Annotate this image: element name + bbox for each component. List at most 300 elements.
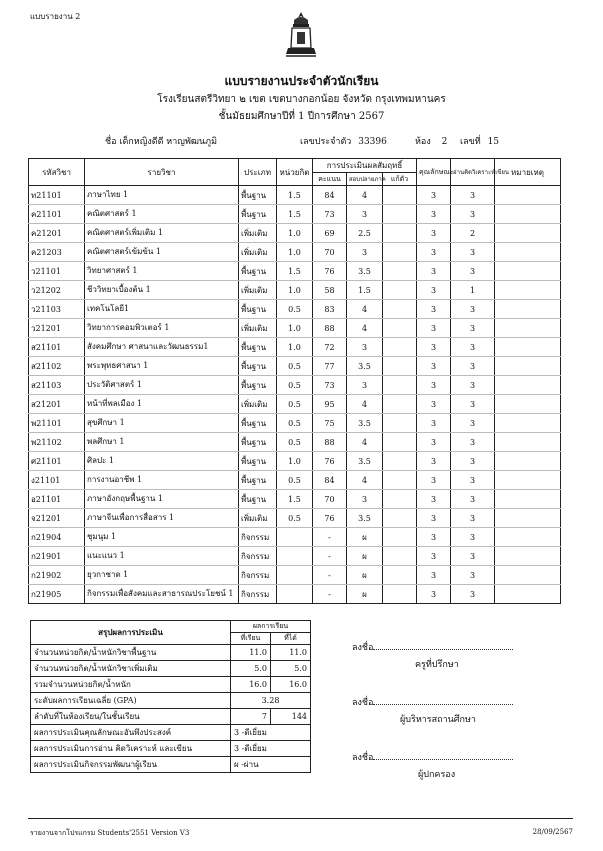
- summary-value: 16.0: [231, 677, 271, 693]
- row-type: พื้นฐาน: [239, 338, 277, 357]
- row-score: 73: [313, 376, 347, 395]
- row-type: พื้นฐาน: [239, 205, 277, 224]
- row-type: เพิ่มเติม: [239, 281, 277, 300]
- gpa-label: ระดับผลการเรียนเฉลี่ย (GPA): [31, 693, 231, 709]
- table-row: [29, 452, 561, 471]
- row-desirable: 3: [417, 452, 451, 471]
- rank-room-value: 7: [231, 709, 271, 725]
- row-code: จ21201: [29, 509, 85, 528]
- row-remark: [495, 243, 561, 262]
- row-score: 77: [313, 357, 347, 376]
- row-remark: [495, 319, 561, 338]
- row-desirable: 3: [417, 300, 451, 319]
- grade-rows: [29, 186, 561, 604]
- rank-label: ลำดับที่ในห้องเรียน/ในชั้นเรียน: [31, 709, 231, 725]
- row-desirable: 3: [417, 433, 451, 452]
- row-subject: สังคมศึกษา ศาสนาและวัฒนธรรม1: [85, 338, 239, 357]
- row-type: กิจกรรม: [239, 585, 277, 604]
- row-code: ว21101: [29, 262, 85, 281]
- table-row: [29, 357, 561, 376]
- row-code: ศ21101: [29, 452, 85, 471]
- row-score: 75: [313, 414, 347, 433]
- header-subject: รายวิชา: [85, 159, 239, 186]
- row-reading: 3: [451, 528, 495, 547]
- summary-col-earned: ที่ได้: [271, 633, 311, 645]
- signature-line: [373, 640, 513, 650]
- row-retake: [383, 186, 417, 205]
- table-row: [29, 566, 561, 585]
- row-score: -: [313, 585, 347, 604]
- footer-divider: [28, 818, 573, 819]
- header-reading: อ่านคิดวิเคราะห์เขียน: [451, 159, 495, 186]
- row-reading: 3: [451, 319, 495, 338]
- row-credit: [277, 585, 313, 604]
- row-subject: ภาษาอังกฤษพื้นฐาน 1: [85, 490, 239, 509]
- activity-value: ผ -ผ่าน: [231, 757, 311, 773]
- table-row: [29, 509, 561, 528]
- director-title: ผู้บริหารสถานศึกษา: [400, 715, 476, 725]
- summary-label: รวมจำนวนหน่วยกิต/น้ำหนัก: [31, 677, 231, 693]
- row-subject: เทคโนโลยี1: [85, 300, 239, 319]
- row-code: ง21101: [29, 471, 85, 490]
- row-credit: [277, 566, 313, 585]
- row-desirable: 3: [417, 414, 451, 433]
- row-desirable: 3: [417, 509, 451, 528]
- row-type: พื้นฐาน: [239, 376, 277, 395]
- row-reading: 3: [451, 300, 495, 319]
- row-type: พื้นฐาน: [239, 433, 277, 452]
- row-subject: คณิตศาสตร์เพิ่มเติม 1: [85, 224, 239, 243]
- row-remark: [495, 376, 561, 395]
- row-desirable: 3: [417, 471, 451, 490]
- row-subject: ศิลปะ 1: [85, 452, 239, 471]
- row-code: ค21201: [29, 224, 85, 243]
- row-desirable: 3: [417, 376, 451, 395]
- row-desirable: 3: [417, 395, 451, 414]
- row-remark: [495, 338, 561, 357]
- row-grade: 4: [347, 319, 383, 338]
- row-desirable: 3: [417, 205, 451, 224]
- row-desirable: 3: [417, 186, 451, 205]
- header-code: รหัสวิชา: [29, 159, 85, 186]
- row-code: ก21901: [29, 547, 85, 566]
- row-code: ค21203: [29, 243, 85, 262]
- row-type: เพิ่มเติม: [239, 509, 277, 528]
- row-credit: 1.5: [277, 490, 313, 509]
- table-row: [29, 262, 561, 281]
- row-score: 58: [313, 281, 347, 300]
- row-type: กิจกรรม: [239, 528, 277, 547]
- row-grade: 4: [347, 186, 383, 205]
- row-grade: 3.5: [347, 262, 383, 281]
- row-score: 76: [313, 262, 347, 281]
- summary-value: 11.0: [271, 645, 311, 661]
- row-reading: 3: [451, 509, 495, 528]
- row-subject: ภาษาจีนเพื่อการสื่อสาร 1: [85, 509, 239, 528]
- row-subject: ชุมนุม 1: [85, 528, 239, 547]
- row-code: ค21101: [29, 205, 85, 224]
- row-subject: พลศึกษา 1: [85, 433, 239, 452]
- sign-label: ลงชื่อ: [352, 643, 374, 653]
- table-row: [29, 585, 561, 604]
- row-retake: [383, 547, 417, 566]
- row-score: 76: [313, 509, 347, 528]
- signature-director: [352, 695, 513, 709]
- school-emblem-icon: [284, 10, 318, 60]
- table-row: [29, 395, 561, 414]
- row-type: พื้นฐาน: [239, 262, 277, 281]
- row-desirable: 3: [417, 281, 451, 300]
- row-grade: 4: [347, 300, 383, 319]
- row-retake: [383, 243, 417, 262]
- row-grade: 4: [347, 433, 383, 452]
- row-retake: [383, 205, 417, 224]
- summary-col-group: ผลการเรียน: [231, 621, 311, 633]
- row-code: ส21102: [29, 357, 85, 376]
- row-reading: 3: [451, 395, 495, 414]
- row-type: เพิ่มเติม: [239, 395, 277, 414]
- row-grade: 3: [347, 205, 383, 224]
- row-remark: [495, 357, 561, 376]
- row-credit: 0.5: [277, 357, 313, 376]
- student-id: [300, 134, 387, 148]
- row-code: ว21103: [29, 300, 85, 319]
- row-remark: [495, 300, 561, 319]
- row-score: -: [313, 547, 347, 566]
- row-desirable: 3: [417, 566, 451, 585]
- row-score: 84: [313, 471, 347, 490]
- row-subject: ประวัติศาสตร์ 1: [85, 376, 239, 395]
- row-subject: กิจกรรมเพื่อสังคมและสาธารณประโยชน์ 1: [85, 585, 239, 604]
- row-subject: วิทยาศาสตร์ 1: [85, 262, 239, 281]
- row-grade: 3.5: [347, 357, 383, 376]
- row-reading: 3: [451, 338, 495, 357]
- table-row: [29, 319, 561, 338]
- row-type: พื้นฐาน: [239, 186, 277, 205]
- row-reading: 3: [451, 452, 495, 471]
- row-credit: 1.5: [277, 205, 313, 224]
- row-credit: 1.0: [277, 281, 313, 300]
- row-score: 84: [313, 186, 347, 205]
- header-credit: หน่วยกิต: [277, 159, 313, 186]
- signature-line: [373, 695, 513, 705]
- row-credit: 1.0: [277, 452, 313, 471]
- row-credit: [277, 528, 313, 547]
- row-retake: [383, 338, 417, 357]
- row-grade: 2.5: [347, 224, 383, 243]
- row-reading: 3: [451, 490, 495, 509]
- school-line: โรงเรียนสตรีวิทยา ๒ เขต เขตบางกอกน้อย จังหวัด กรุงเทพมหานคร: [157, 94, 446, 105]
- table-row: [29, 243, 561, 262]
- activity-label: ผลการประเมินกิจกรรมพัฒนาผู้เรียน: [31, 757, 231, 773]
- header-result-group: การประเมินผลสัมฤทธิ์: [313, 159, 417, 173]
- row-grade: 3.5: [347, 452, 383, 471]
- row-type: พื้นฐาน: [239, 490, 277, 509]
- row-credit: 0.5: [277, 300, 313, 319]
- report-title: แบบรายงานประจำตัวนักเรียน: [224, 74, 379, 88]
- row-code: ก21902: [29, 566, 85, 585]
- row-retake: [383, 414, 417, 433]
- row-reading: 3: [451, 205, 495, 224]
- row-remark: [495, 471, 561, 490]
- row-retake: [383, 300, 417, 319]
- row-credit: 1.0: [277, 224, 313, 243]
- row-reading: 3: [451, 243, 495, 262]
- row-retake: [383, 585, 417, 604]
- row-code: ส21101: [29, 338, 85, 357]
- summary-value: 16.0: [271, 677, 311, 693]
- reading-label: ผลการประเมินการอ่าน คิดวิเคราะห์ และเขียน: [31, 741, 231, 757]
- row-desirable: 3: [417, 224, 451, 243]
- row-credit: 1.5: [277, 262, 313, 281]
- row-reading: 3: [451, 585, 495, 604]
- table-row: [29, 490, 561, 509]
- row-reading: 1: [451, 281, 495, 300]
- row-desirable: 3: [417, 338, 451, 357]
- row-grade: 3: [347, 376, 383, 395]
- table-row: [29, 414, 561, 433]
- row-remark: [495, 262, 561, 281]
- table-row: [29, 471, 561, 490]
- row-type: กิจกรรม: [239, 547, 277, 566]
- student-room: [415, 134, 447, 148]
- form-number: แบบรายงาน 2: [30, 12, 81, 21]
- student-room-value: 2: [441, 137, 448, 147]
- grade-line: ชั้นมัธยมศึกษาปีที่ 1 ปีการศึกษา 2567: [218, 111, 385, 122]
- row-subject: คณิตศาสตร์ 1: [85, 205, 239, 224]
- student-name: [105, 134, 217, 148]
- row-remark: [495, 509, 561, 528]
- row-type: เพิ่มเติม: [239, 243, 277, 262]
- row-remark: [495, 528, 561, 547]
- row-score: 69: [313, 224, 347, 243]
- summary-label: จำนวนหน่วยกิต/น้ำหนักวิชาเพิ่มเติม: [31, 661, 231, 677]
- student-id-label: เลขประจำตัว: [300, 137, 352, 147]
- student-number-value: 15: [487, 137, 500, 147]
- student-id-value: 33396: [358, 137, 387, 147]
- row-retake: [383, 528, 417, 547]
- row-grade: 3: [347, 490, 383, 509]
- student-number: [460, 134, 499, 148]
- row-type: พื้นฐาน: [239, 357, 277, 376]
- row-code: ท21101: [29, 186, 85, 205]
- row-retake: [383, 452, 417, 471]
- row-score: 73: [313, 205, 347, 224]
- row-retake: [383, 509, 417, 528]
- row-type: พื้นฐาน: [239, 300, 277, 319]
- row-subject: พระพุทธศาสนา 1: [85, 357, 239, 376]
- row-score: 70: [313, 243, 347, 262]
- row-remark: [495, 452, 561, 471]
- row-reading: 3: [451, 262, 495, 281]
- row-reading: 3: [451, 186, 495, 205]
- sign-label: ลงชื่อ: [352, 698, 374, 708]
- summary-table: [30, 620, 311, 773]
- row-credit: 0.5: [277, 471, 313, 490]
- row-retake: [383, 319, 417, 338]
- footer-program: รายงานจากโปรแกรม Students'2551 Version V3: [30, 829, 190, 837]
- row-code: อ21101: [29, 490, 85, 509]
- row-remark: [495, 585, 561, 604]
- row-retake: [383, 433, 417, 452]
- row-type: พื้นฐาน: [239, 471, 277, 490]
- row-subject: แนะแนว 1: [85, 547, 239, 566]
- row-credit: 1.0: [277, 338, 313, 357]
- sign-label: ลงชื่อ: [352, 753, 374, 763]
- signature-advisor: [352, 640, 513, 654]
- row-code: พ21102: [29, 433, 85, 452]
- row-grade: 4: [347, 395, 383, 414]
- row-code: ว21201: [29, 319, 85, 338]
- table-row: [29, 338, 561, 357]
- desirable-value: 3 -ดีเยี่ยม: [231, 725, 311, 741]
- row-retake: [383, 357, 417, 376]
- row-subject: วิทยาการคอมพิวเตอร์ 1: [85, 319, 239, 338]
- student-number-label: เลขที่: [460, 137, 481, 147]
- rank-class-value: 144: [271, 709, 311, 725]
- row-type: พื้นฐาน: [239, 452, 277, 471]
- row-type: เพิ่มเติม: [239, 224, 277, 243]
- row-retake: [383, 566, 417, 585]
- summary-col-registered: ที่เรียน: [231, 633, 271, 645]
- row-credit: 1.0: [277, 243, 313, 262]
- header-score: คะแนน: [313, 173, 347, 186]
- row-grade: ผ: [347, 528, 383, 547]
- row-grade: ผ: [347, 585, 383, 604]
- row-remark: [495, 281, 561, 300]
- table-row: [29, 300, 561, 319]
- row-score: 88: [313, 319, 347, 338]
- row-grade: 1.5: [347, 281, 383, 300]
- row-grade: 3.5: [347, 414, 383, 433]
- parent-title: ผู้ปกครอง: [418, 770, 456, 780]
- row-subject: การงานอาชีพ 1: [85, 471, 239, 490]
- footer-date: 28/09/2567: [532, 828, 573, 836]
- header-grade: สอบปลายภาค: [347, 173, 383, 186]
- row-code: ก21904: [29, 528, 85, 547]
- row-remark: [495, 566, 561, 585]
- row-subject: หน้าที่พลเมือง 1: [85, 395, 239, 414]
- row-grade: 3: [347, 243, 383, 262]
- row-grade: 3.5: [347, 509, 383, 528]
- table-row: [29, 186, 561, 205]
- student-name-label: ชื่อ: [105, 137, 117, 147]
- row-code: ว21202: [29, 281, 85, 300]
- row-remark: [495, 414, 561, 433]
- row-type: พื้นฐาน: [239, 414, 277, 433]
- row-reading: 3: [451, 357, 495, 376]
- row-desirable: 3: [417, 490, 451, 509]
- row-remark: [495, 547, 561, 566]
- row-retake: [383, 376, 417, 395]
- signature-line: [373, 750, 513, 760]
- row-score: -: [313, 528, 347, 547]
- gpa-value: 3.28: [231, 693, 311, 709]
- row-credit: 0.5: [277, 376, 313, 395]
- row-desirable: 3: [417, 357, 451, 376]
- summary-value: 5.0: [231, 661, 271, 677]
- row-retake: [383, 471, 417, 490]
- signature-parent: [352, 750, 513, 764]
- reading-value: 3 -ดีเยี่ยม: [231, 741, 311, 757]
- row-retake: [383, 490, 417, 509]
- summary-title: สรุปผลการประเมิน: [31, 621, 231, 645]
- row-remark: [495, 433, 561, 452]
- student-room-label: ห้อง: [415, 137, 431, 147]
- row-credit: 0.5: [277, 433, 313, 452]
- advisor-title: ครูที่ปรึกษา: [415, 660, 459, 670]
- row-desirable: 3: [417, 243, 451, 262]
- row-reading: 3: [451, 566, 495, 585]
- row-retake: [383, 395, 417, 414]
- summary-value: 5.0: [271, 661, 311, 677]
- row-subject: ภาษาไทย 1: [85, 186, 239, 205]
- summary-value: 11.0: [231, 645, 271, 661]
- row-remark: [495, 224, 561, 243]
- row-code: ก21905: [29, 585, 85, 604]
- table-row: [29, 224, 561, 243]
- row-remark: [495, 205, 561, 224]
- row-retake: [383, 281, 417, 300]
- row-code: พ21101: [29, 414, 85, 433]
- header-desirable: คุณลักษณะ: [417, 159, 451, 186]
- row-reading: 3: [451, 376, 495, 395]
- row-remark: [495, 186, 561, 205]
- desirable-label: ผลการประเมินคุณลักษณะอันพึงประสงค์: [31, 725, 231, 741]
- table-row: [29, 281, 561, 300]
- row-desirable: 3: [417, 585, 451, 604]
- row-score: 83: [313, 300, 347, 319]
- row-remark: [495, 395, 561, 414]
- row-desirable: 3: [417, 547, 451, 566]
- row-remark: [495, 490, 561, 509]
- row-reading: 3: [451, 471, 495, 490]
- row-subject: ชีววิทยาเบื้องต้น 1: [85, 281, 239, 300]
- row-grade: 4: [347, 471, 383, 490]
- row-desirable: 3: [417, 319, 451, 338]
- row-type: เพิ่มเติม: [239, 319, 277, 338]
- row-credit: 0.5: [277, 414, 313, 433]
- header-retake: แก้ตัว: [383, 173, 417, 186]
- table-row: [29, 205, 561, 224]
- row-reading: 3: [451, 433, 495, 452]
- row-code: ส21103: [29, 376, 85, 395]
- row-credit: 0.5: [277, 509, 313, 528]
- row-score: 72: [313, 338, 347, 357]
- row-score: 88: [313, 433, 347, 452]
- row-credit: 0.5: [277, 395, 313, 414]
- row-score: 70: [313, 490, 347, 509]
- row-desirable: 3: [417, 262, 451, 281]
- student-name-value: เด็กหญิงดีดี หาญพัฒนภูมิ: [119, 137, 218, 147]
- row-code: ส21201: [29, 395, 85, 414]
- table-row: [29, 433, 561, 452]
- row-retake: [383, 262, 417, 281]
- row-reading: 3: [451, 414, 495, 433]
- row-type: กิจกรรม: [239, 566, 277, 585]
- row-credit: 1.0: [277, 319, 313, 338]
- row-credit: [277, 547, 313, 566]
- table-row: [29, 528, 561, 547]
- header-type: ประเภท: [239, 159, 277, 186]
- row-score: 95: [313, 395, 347, 414]
- row-credit: 1.5: [277, 186, 313, 205]
- row-desirable: 3: [417, 528, 451, 547]
- header-remark: หมายเหตุ: [495, 159, 561, 186]
- grades-table: [28, 158, 561, 604]
- row-score: 76: [313, 452, 347, 471]
- row-reading: 2: [451, 224, 495, 243]
